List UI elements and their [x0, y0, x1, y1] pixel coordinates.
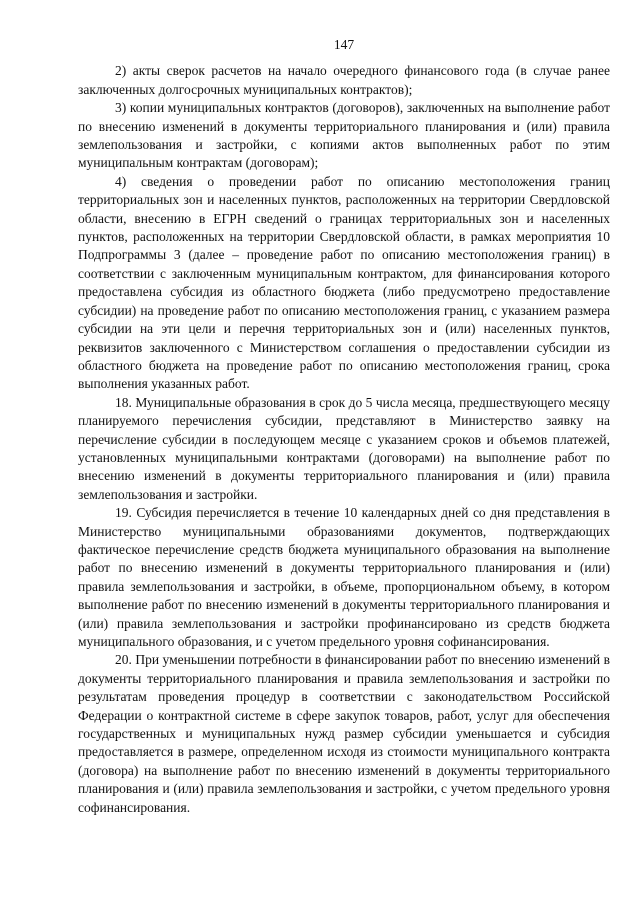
paragraph-item-2: 2) акты сверок расчетов на начало очередного финансового года (в случае ранее заключенных долгосрочных муниципальных контрактов);	[78, 63, 610, 97]
page-number: 147	[333, 37, 355, 52]
paragraph-clause-20: 20. При уменьшении потребности в финансировании работ по внесению изменений в документы территориального планирования и правила землепользования и застройки по результатам проведения процедур в соответствии с законодательством Российской Федерации о контрактной системе в сфере закупок товаров, работ, услуг для обеспечения государственных и муниципальных нужд размер субсидии уменьшается и субсидия предоставляется в размере, определенном исходя из стоимости муниципального контракта (договора) на выполнение работ по внесению изменений в документы территориального планирования и (или) правила землепользования и застройки, с учетом предельного уровня софинансирования.	[78, 652, 610, 815]
paragraph-clause-19: 19. Субсидия перечисляется в течение 10 календарных дней со дня представления в Министерство муниципальными образованиями документов, подтверждающих фактическое перечисление средств бюджета муниципального образования на выполнение работ по внесению изменений в документы территориального планирования и (или) правила землепользования и застройки, в объеме, пропорциональном объему, в котором выполнение работ по внесению изменений в документы территориального планирования и (или) правила землепользования и застройки профинансировано из средств бюджета муниципального образования, и с учетом предельного уровня софинансирования.	[78, 505, 610, 649]
paragraph-item-4: 4) сведения о проведении работ по описанию местоположения границ территориальных зон и населенных пунктов, расположенных на территории Свердловской области, внесению в ЕГРН сведений о границах территориальных зон и населенных пунктов, расположенных на территории Свердловской области, в рамках мероприятия 10 Подпрограммы 3 (далее – проведение работ по описанию местоположения границ) в соответствии с заключенным муниципальным контрактом, для финансирования которого предоставлена субсидия из областного бюджета (либо предусмотрено предоставление субсидии) на проведение работ по описанию местоположения границ, с указанием размера субсидии на эти цели и перечня территориальных зон и (или) населенных пунктов, реквизитов заключенного с Министерством соглашения о предоставлении субсидии из областного бюджета на проведение работ по описанию местоположения границ, срока выполнения указанных работ.	[78, 173, 610, 392]
document-page	[78, 36, 610, 817]
paragraph-item-3: 3) копии муниципальных контрактов (договоров), заключенных на выполнение работ по внесению изменений в документы территориального планирования и (или) правила землепользования и застройки, с копиями актов выполненных работ по этим муниципальным контрактам (договорам);	[78, 100, 610, 171]
paragraph-clause-18: 18. Муниципальные образования в срок до 5 числа месяца, предшествующего месяцу планируемого перечисления субсидии, представляют в Министерство заявку на перечисление субсидии в последующем месяце с указанием сроков и объемов платежей, установленных муниципальными контрактами (договорами) на выполнение работ по внесению изменений в документы территориального планирования и (или) правила землепользования и застройки.	[78, 394, 610, 502]
